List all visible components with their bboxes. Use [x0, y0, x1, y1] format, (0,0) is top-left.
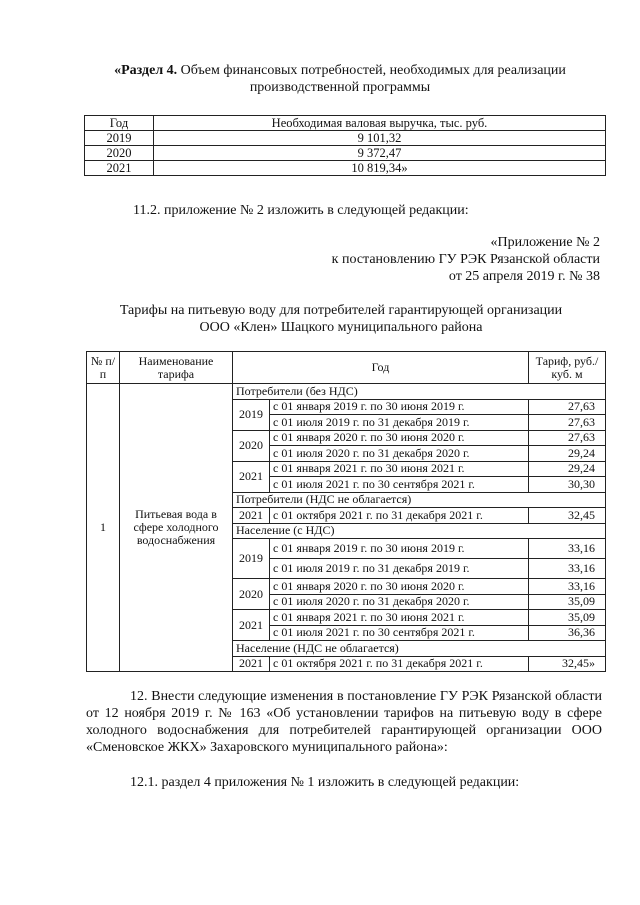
appendix-line2: к постановлению ГУ РЭК Рязанской области [331, 252, 600, 267]
group-header: Население (НДС не облагается) [233, 641, 606, 657]
table-row [87, 384, 606, 400]
row-number: 1 [87, 384, 120, 672]
period-cell: с 01 января 2020 г. по 30 июня 2020 г. [270, 430, 529, 446]
table-header-row [85, 116, 606, 131]
appendix-line3: от 25 апреля 2019 г. № 38 [448, 269, 600, 284]
appendix-line1: «Приложение № 2 [490, 235, 600, 250]
section-title-bold: «Раздел 4. [114, 63, 178, 78]
year-cell: 2020 [233, 579, 270, 610]
tariff-value: 33,16 [529, 579, 606, 595]
year-cell: 2019 [233, 539, 270, 579]
period-cell: с 01 января 2019 г. по 30 июня 2019 г. [270, 539, 529, 559]
tariff-value: 33,16 [529, 539, 606, 559]
tariff-value: 32,45» [529, 656, 606, 672]
year-cell: 2020 [233, 430, 270, 461]
header-name: Наименование тарифа [120, 352, 233, 384]
tariff-value: 35,09 [529, 594, 606, 610]
period-cell: с 01 июля 2019 г. по 31 декабря 2019 г. [270, 559, 529, 579]
revenue-cell: 9 101,32 [154, 131, 606, 146]
period-cell: с 01 июля 2021 г. по 30 сентября 2021 г. [270, 625, 529, 641]
table-header-row [87, 352, 606, 384]
item-11-2: 11.2. приложение № 2 изложить в следующей редакции: [133, 203, 469, 218]
period-cell: с 01 июля 2020 г. по 31 декабря 2020 г. [270, 594, 529, 610]
section-title-rest: Объем финансовых потребностей, необходимых для реализации [177, 63, 566, 78]
tariff-table [86, 351, 606, 672]
group-header: Потребители (без НДС) [233, 384, 606, 400]
tariff-value: 27,63 [529, 399, 606, 415]
tariff-value: 32,45 [529, 508, 606, 524]
tariff-value: 27,63 [529, 415, 606, 431]
year-cell: 2020 [85, 146, 154, 161]
year-cell: 2021 [233, 656, 270, 672]
year-cell: 2019 [85, 131, 154, 146]
header-num: № п/п [87, 352, 120, 384]
tariff-value: 36,36 [529, 625, 606, 641]
tariff-title [70, 302, 612, 336]
period-cell: с 01 июля 2019 г. по 31 декабря 2019 г. [270, 415, 529, 431]
appendix-header [200, 234, 600, 285]
header-year: Год [233, 352, 529, 384]
item-12-paragraph: 12. Внести следующие изменения в постановление ГУ РЭК Рязанской области от 12 ноября 2019 г. № 163 «Об установлении тарифов на питьевую воду в сфере холодного водоснабжения для потребителей гарантирующей организации ООО «Сменовское ЖКХ» Захаровского муниципального района»: [86, 689, 602, 755]
header-tariff: Тариф, руб./куб. м [529, 352, 606, 384]
period-cell: с 01 октября 2021 г. по 31 декабря 2021 г. [270, 656, 529, 672]
tariff-value: 29,24 [529, 446, 606, 462]
period-cell: с 01 октября 2021 г. по 31 декабря 2021 г. [270, 508, 529, 524]
table-row [85, 146, 606, 161]
period-cell: с 01 января 2019 г. по 30 июня 2019 г. [270, 399, 529, 415]
header-year: Год [85, 116, 154, 131]
revenue-cell: 9 372,47 [154, 146, 606, 161]
tariff-value: 30,30 [529, 477, 606, 493]
group-header: Потребители (НДС не облагается) [233, 492, 606, 508]
tariff-name: Питьевая вода в сфере холодного водоснабжения [120, 384, 233, 672]
header-revenue: Необходимая валовая выручка, тыс. руб. [154, 116, 606, 131]
tariff-title-line1: Тарифы на питьевую воду для потребителей гарантирующей организации [119, 303, 563, 318]
tariff-value: 35,09 [529, 610, 606, 626]
item-12-1: 12.1. раздел 4 приложения № 1 изложить в следующей редакции: [130, 775, 520, 790]
revenue-cell: 10 819,34» [154, 161, 606, 176]
period-cell: с 01 июля 2021 г. по 30 сентября 2021 г. [270, 477, 529, 493]
tariff-value: 33,16 [529, 559, 606, 579]
tariff-value: 27,63 [529, 430, 606, 446]
table-row [85, 161, 606, 176]
group-header: Население (с НДС) [233, 523, 606, 539]
table-row [85, 131, 606, 146]
tariff-value: 29,24 [529, 461, 606, 477]
year-cell: 2021 [233, 461, 270, 492]
year-cell: 2021 [85, 161, 154, 176]
year-cell: 2019 [233, 399, 270, 430]
period-cell: с 01 января 2021 г. по 30 июня 2021 г. [270, 610, 529, 626]
tariff-title-line2: ООО «Клен» Шацкого муниципального района [199, 320, 483, 335]
period-cell: с 01 января 2021 г. по 30 июня 2021 г. [270, 461, 529, 477]
section-title [90, 62, 590, 96]
period-cell: с 01 июля 2020 г. по 31 декабря 2020 г. [270, 446, 529, 462]
year-cell: 2021 [233, 508, 270, 524]
financial-table [84, 115, 606, 176]
period-cell: с 01 января 2020 г. по 30 июня 2020 г. [270, 579, 529, 595]
year-cell: 2021 [233, 610, 270, 641]
section-title-line2: производственной программы [249, 80, 431, 95]
